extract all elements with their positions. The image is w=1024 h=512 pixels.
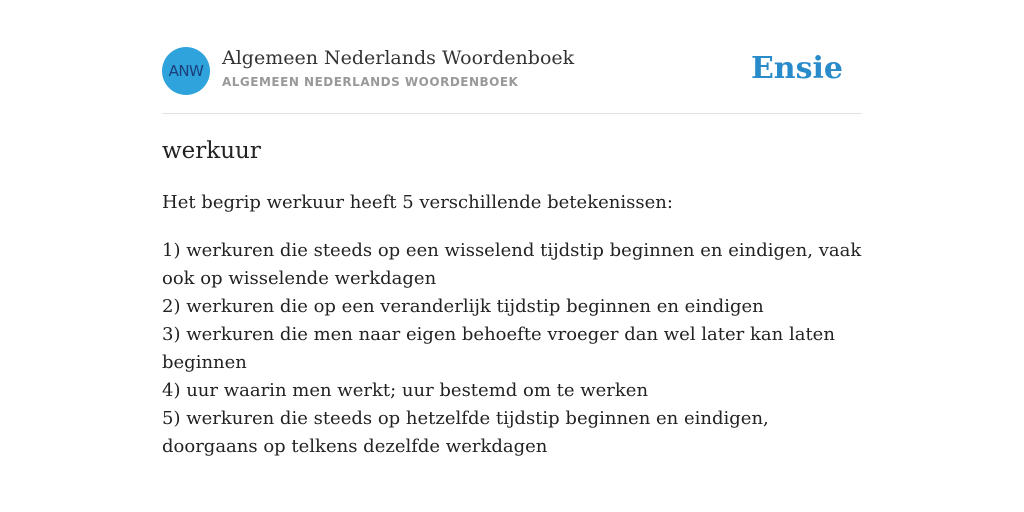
ensie-brand-logo[interactable]: Ensie [750,51,843,86]
definition-item: 4) uur waarin men werkt; uur bestemd om te werken [162,380,649,401]
header-divider [162,113,862,114]
definition-item: 5) werkuren die steeds op hetzelfde tijdstip beginnen en eindigen, doorgaans op telkens dezelfde werkdagen [162,408,769,457]
definition-item: 1) werkuren die steeds op een wisselend tijdstip beginnen en eindigen, vaak ook op wisselende werkdagen [162,240,862,289]
entry-word: werkuur [162,138,261,164]
entry-card [162,0,862,512]
definition-item: 3) werkuren die men naar eigen behoefte vroeger dan wel later kan laten beginnen [162,324,835,373]
anw-logo[interactable] [162,47,210,95]
entry-intro: Het begrip werkuur heeft 5 verschillende betekenissen: [162,192,673,213]
source-header [162,47,862,97]
definition-item: 2) werkuren die op een veranderlijk tijdstip beginnen en eindigen [162,296,764,317]
definition-list [162,237,862,461]
source-title[interactable]: Algemeen Nederlands Woordenboek [222,47,575,69]
source-subtitle: ALGEMEEN NEDERLANDS WOORDENBOEK [222,75,519,89]
logo-text: ANW [168,62,204,80]
